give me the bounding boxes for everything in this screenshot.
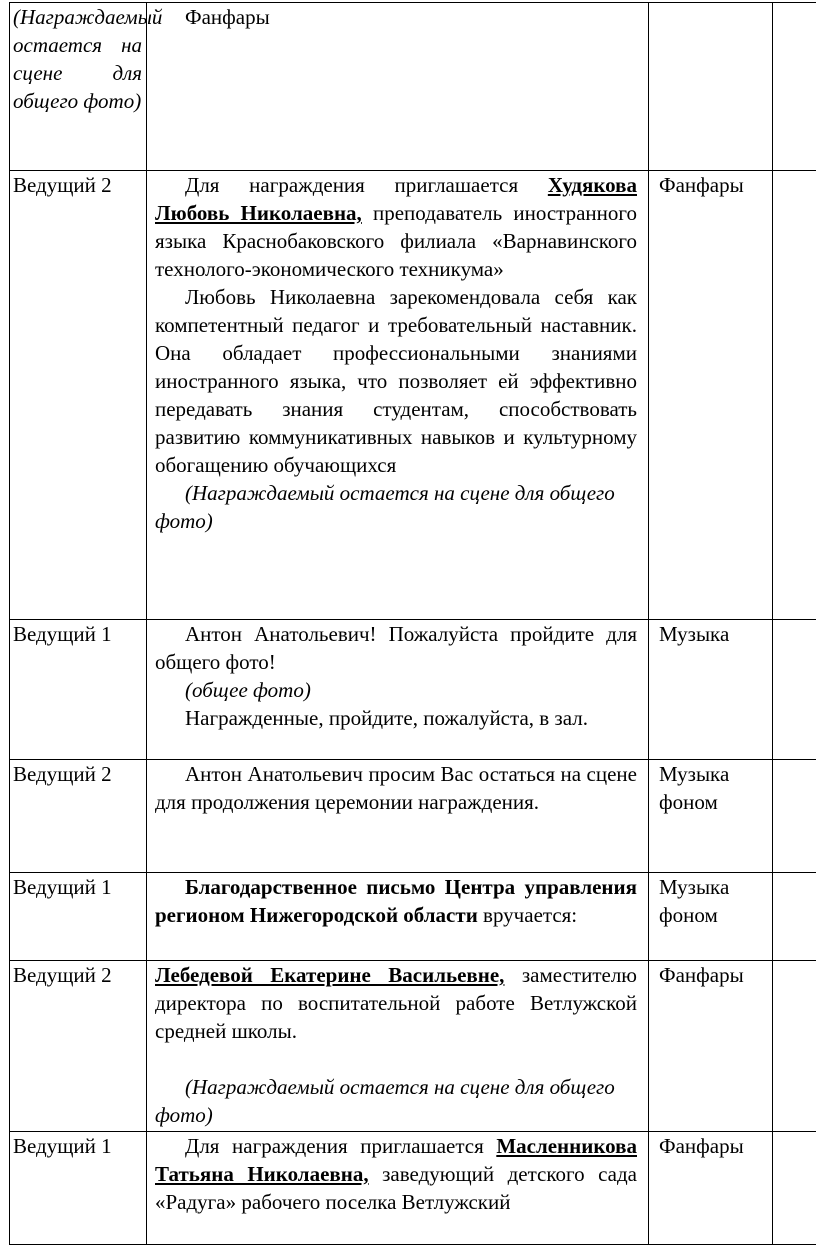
role-note: (Награждаемый остается на сцене для общего фото) [13,5,163,113]
sound-cell: Музыка фоном [649,873,773,961]
stage-note: (Награждаемый остается на сцене для общего фото) [155,481,615,533]
stage-note: (Награждаемый остается на сцене для общего фото) [155,1075,615,1127]
letter-title: Благодарственное письмо Центра управления регионом Нижегородской области [155,875,637,927]
role-cell: Ведущий 2 [10,760,147,873]
text-cell [147,1132,649,1245]
role-cell: Ведущий 2 [10,961,147,1132]
empty-cell [773,171,816,620]
empty-cell [773,873,816,961]
sound-cell: Фанфары [649,171,773,620]
text-cell [147,3,649,171]
role-cell: Ведущий 1 [10,620,147,760]
table-row [10,3,816,171]
table-row [10,873,816,961]
text-cell [147,620,649,760]
text-cell [147,760,649,873]
table-row [10,760,816,873]
paragraph: Антон Анатольевич просим Вас остаться на сцене для продолжения церемонии награждения. [155,762,637,814]
awardee-name: Худякова Любовь Николаевна, [155,173,637,225]
role-cell: Ведущий 2 [10,171,147,620]
paragraph: Для награждения приглашается Масленникова Татьяна Николаевна, заведующий детского сада «Радуга» рабочего поселка Ветлужский [155,1134,637,1214]
table-row [10,620,816,760]
empty-cell [773,760,816,873]
sound-cell: Музыка фоном [649,760,773,873]
paragraph: Для награждения приглашается Худякова Любовь Николаевна, преподаватель иностранного языка Краснобаковского филиала «Варнавинского технолого-экономического техникума» [155,173,637,281]
role-cell: Ведущий 1 [10,873,147,961]
sound-cell: Фанфары [649,961,773,1132]
text-cell [147,873,649,961]
paragraph: Лебедевой Екатерине Васильевне, заместителю директора по воспитательной работе Ветлужской средней школы. [155,963,638,1043]
paragraph: Антон Анатольевич! Пожалуйста пройдите для общего фото! [155,622,637,674]
sound-cell: Фанфары [649,1132,773,1245]
empty-cell [773,620,816,760]
role-cell [10,3,163,171]
paragraph: Благодарственное письмо Центра управления регионом Нижегородской области вручается: [155,875,637,927]
awardee-name: Масленникова Татьяна Николаевна, [155,1134,637,1186]
sound-cell [649,3,773,171]
empty-cell [773,1132,816,1245]
text-cell [147,171,649,620]
empty-cell [773,3,816,171]
paragraph: Награжденные, пройдите, пожалуйста, в зал. [185,706,588,730]
awardee-name: Лебедевой Екатерине Васильевне, [155,963,505,987]
text-cell [147,961,649,1132]
table-row [10,171,816,620]
table-row [10,961,816,1132]
role-cell: Ведущий 1 [10,1132,147,1245]
table-row [10,1132,816,1245]
stage-note: (общее фото) [185,678,311,702]
sound-cell: Музыка [649,620,773,760]
ceremony-script-table [9,2,816,1245]
text-line: Фанфары [185,5,270,29]
empty-cell [773,961,816,1132]
paragraph: Любовь Николаевна зарекомендовала себя как компетентный педагог и требовательный наставник. Она обладает профессиональными знаниями иностранного языка, что позволяет ей эффективно передавать знания студентам, способствовать развитию коммуникативных навыков и культурному обогащению обучающихся [155,285,637,477]
